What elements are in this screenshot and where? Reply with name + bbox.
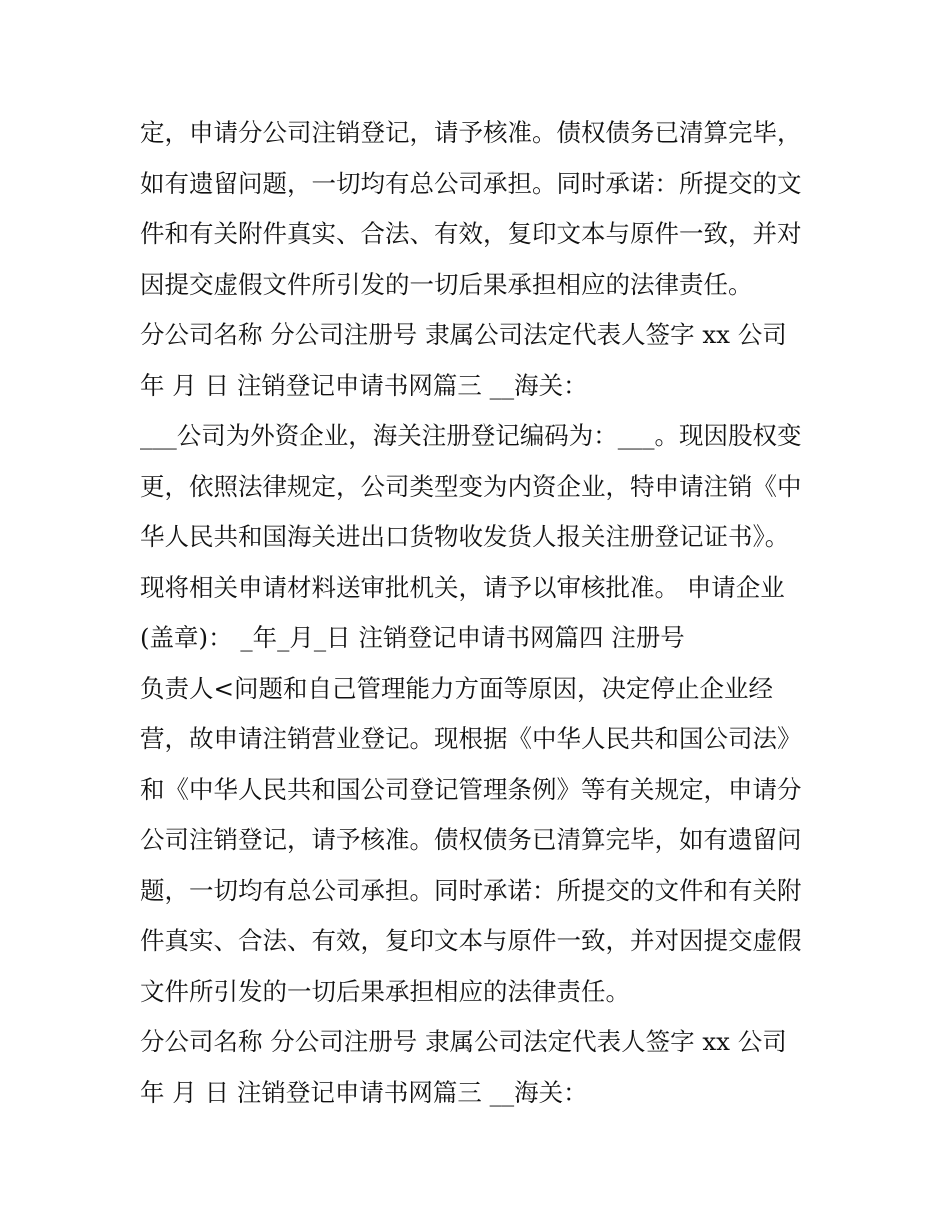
document-body [140,108,820,1118]
text-line-4: 因提交虚假文件所引发的一切后果承担相应的法律责任。 [140,269,753,299]
text-line-16: 题，一切均有总公司承担。同时承诺：所提交的文件和有关附 [140,875,802,905]
text-line-20: 年 月 日 注销登记申请书网篇三 __海关： [140,1077,588,1107]
text-line-6: 年 月 日 注销登记申请书网篇三 __海关： [140,370,588,400]
text-line-10: 现将相关申请材料送审批机关，请予以审核批准。 申请企业 [140,572,785,602]
text-line-12: 负责人<问题和自己管理能力方面等原因，决定停止企业经 [140,673,774,703]
text-line-13: 营，故申请注销营业登记。现根据《中华人民共和国公司法》 [140,724,802,753]
text-line-18: 文件所引发的一切后果承担相应的法律责任。 [140,976,630,1006]
text-line-5: 分公司名称 分公司注册号 隶属公司法定代表人签字 xx 公司 [140,320,787,349]
text-line-14: 和《中华人民共和国公司登记管理条例》等有关规定，申请分 [140,774,802,804]
text-line-3: 件和有关附件真实、合法、有效，复印文本与原件一致，并对 [140,219,802,248]
text-line-15: 公司注销登记，请予核准。债权债务已清算完毕，如有遗留问 [140,825,802,854]
text-line-9: 华人民共和国海关进出口货物收发货人报关注册登记证书》。 [140,522,790,551]
text-line-8: 更，依照法律规定，公司类型变为内资企业，特申请注销《中 [140,471,802,501]
text-line-17: 件真实、合法、有效，复印文本与原件一致，并对因提交虚假 [140,926,802,955]
text-line-7: ___公司为外资企业，海关注册登记编码为：___。现因股权变 [140,421,802,450]
text-line-19: 分公司名称 分公司注册号 隶属公司法定代表人签字 xx 公司 [140,1027,787,1056]
text-line-2: 如有遗留问题，一切均有总公司承担。同时承诺：所提交的文 [140,168,802,198]
text-line-1: 定，申请分公司注销登记，请予核准。债权债务已清算完毕， [140,118,802,147]
text-line-11: (盖章)： _年_月_日 注销登记申请书网篇四 注册号 [140,623,685,652]
